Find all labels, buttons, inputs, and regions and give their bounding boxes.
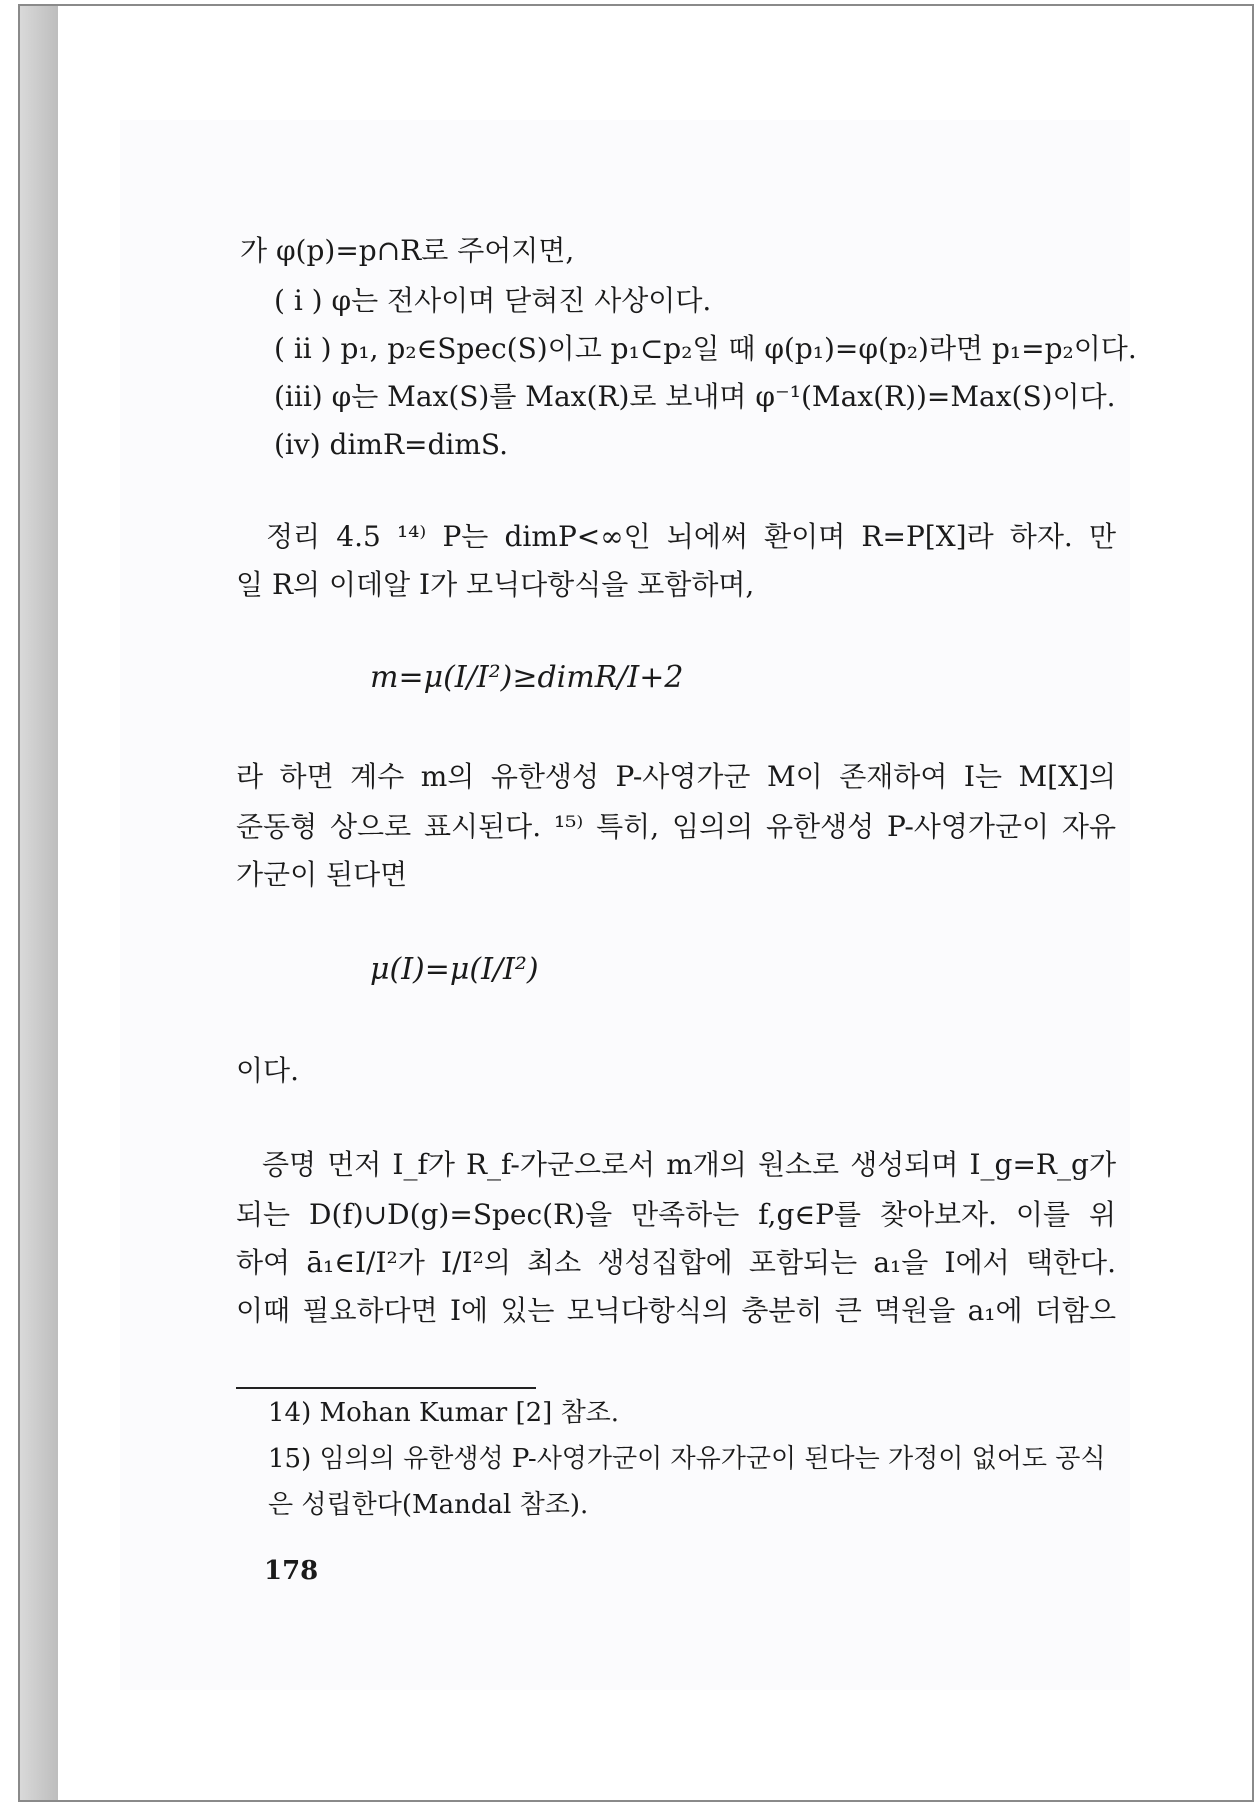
list-item-ii: ( ii ) p₁, p₂∈Spec(S)이고 p₁⊂p₂일 때 φ(p₁)=φ(p₂)라면 p₁=p₂이다. bbox=[274, 332, 1137, 365]
proof-line: 증명 먼저 I_f가 R_f-가군으로서 m개의 원소로 생성되며 I_g=R_g가 bbox=[262, 1148, 1116, 1181]
footnote-15: 15) 임의의 유한생성 P-사영가군이 자유가군이 된다는 가정이 없어도 공식 bbox=[268, 1444, 1106, 1474]
paragraph-line: 라 하면 계수 m의 유한생성 P-사영가군 M이 존재하여 I는 M[X]의 bbox=[236, 760, 1116, 793]
page-number: 178 bbox=[264, 1556, 319, 1586]
proof-line: 이때 필요하다면 I에 있는 모닉다항식의 충분히 큰 멱원을 a₁에 더함으 bbox=[236, 1294, 1116, 1327]
paragraph-line: 가군이 된다면 bbox=[236, 858, 408, 891]
equation: μ(I)=μ(I/I²) bbox=[370, 952, 539, 987]
list-item-iii: (iii) φ는 Max(S)를 Max(R)로 보내며 φ⁻¹(Max(R))=Max(S)이다. bbox=[274, 380, 1116, 413]
footnote-15-cont: 은 성립한다(Mandal 참조). bbox=[268, 1490, 589, 1520]
paragraph-line: 이다. bbox=[236, 1054, 299, 1087]
text-line: 가 φ(p)=p∩R로 주어지면, bbox=[240, 234, 575, 267]
footnote-14: 14) Mohan Kumar [2] 참조. bbox=[268, 1398, 620, 1428]
paragraph-line: 준동형 상으로 표시된다. ¹⁵⁾ 특히, 임의의 유한생성 P-사영가군이 자유 bbox=[236, 810, 1116, 843]
list-item-iv: (iv) dimR=dimS. bbox=[274, 428, 509, 461]
proof-line: 되는 D(f)∪D(g)=Spec(R)을 만족하는 f,g∈P를 찾아보자. 이를 위 bbox=[236, 1198, 1116, 1231]
proof-line: 하여 ā₁∈I/I²가 I/I²의 최소 생성집합에 포함되는 a₁을 I에서 택한다. bbox=[236, 1246, 1116, 1279]
equation: m=μ(I/I²)≥dimR/I+2 bbox=[370, 660, 684, 695]
book-spine bbox=[18, 4, 60, 1802]
theorem-line: 정리 4.5 ¹⁴⁾ P는 dimP<∞인 뇌에써 환이며 R=P[X]라 하자. 만 bbox=[266, 520, 1116, 553]
list-item-i: ( i ) φ는 전사이며 닫혀진 사상이다. bbox=[274, 284, 712, 317]
footnote-separator bbox=[236, 1387, 536, 1389]
theorem-line: 일 R의 이데알 I가 모닉다항식을 포함하며, bbox=[236, 568, 755, 601]
